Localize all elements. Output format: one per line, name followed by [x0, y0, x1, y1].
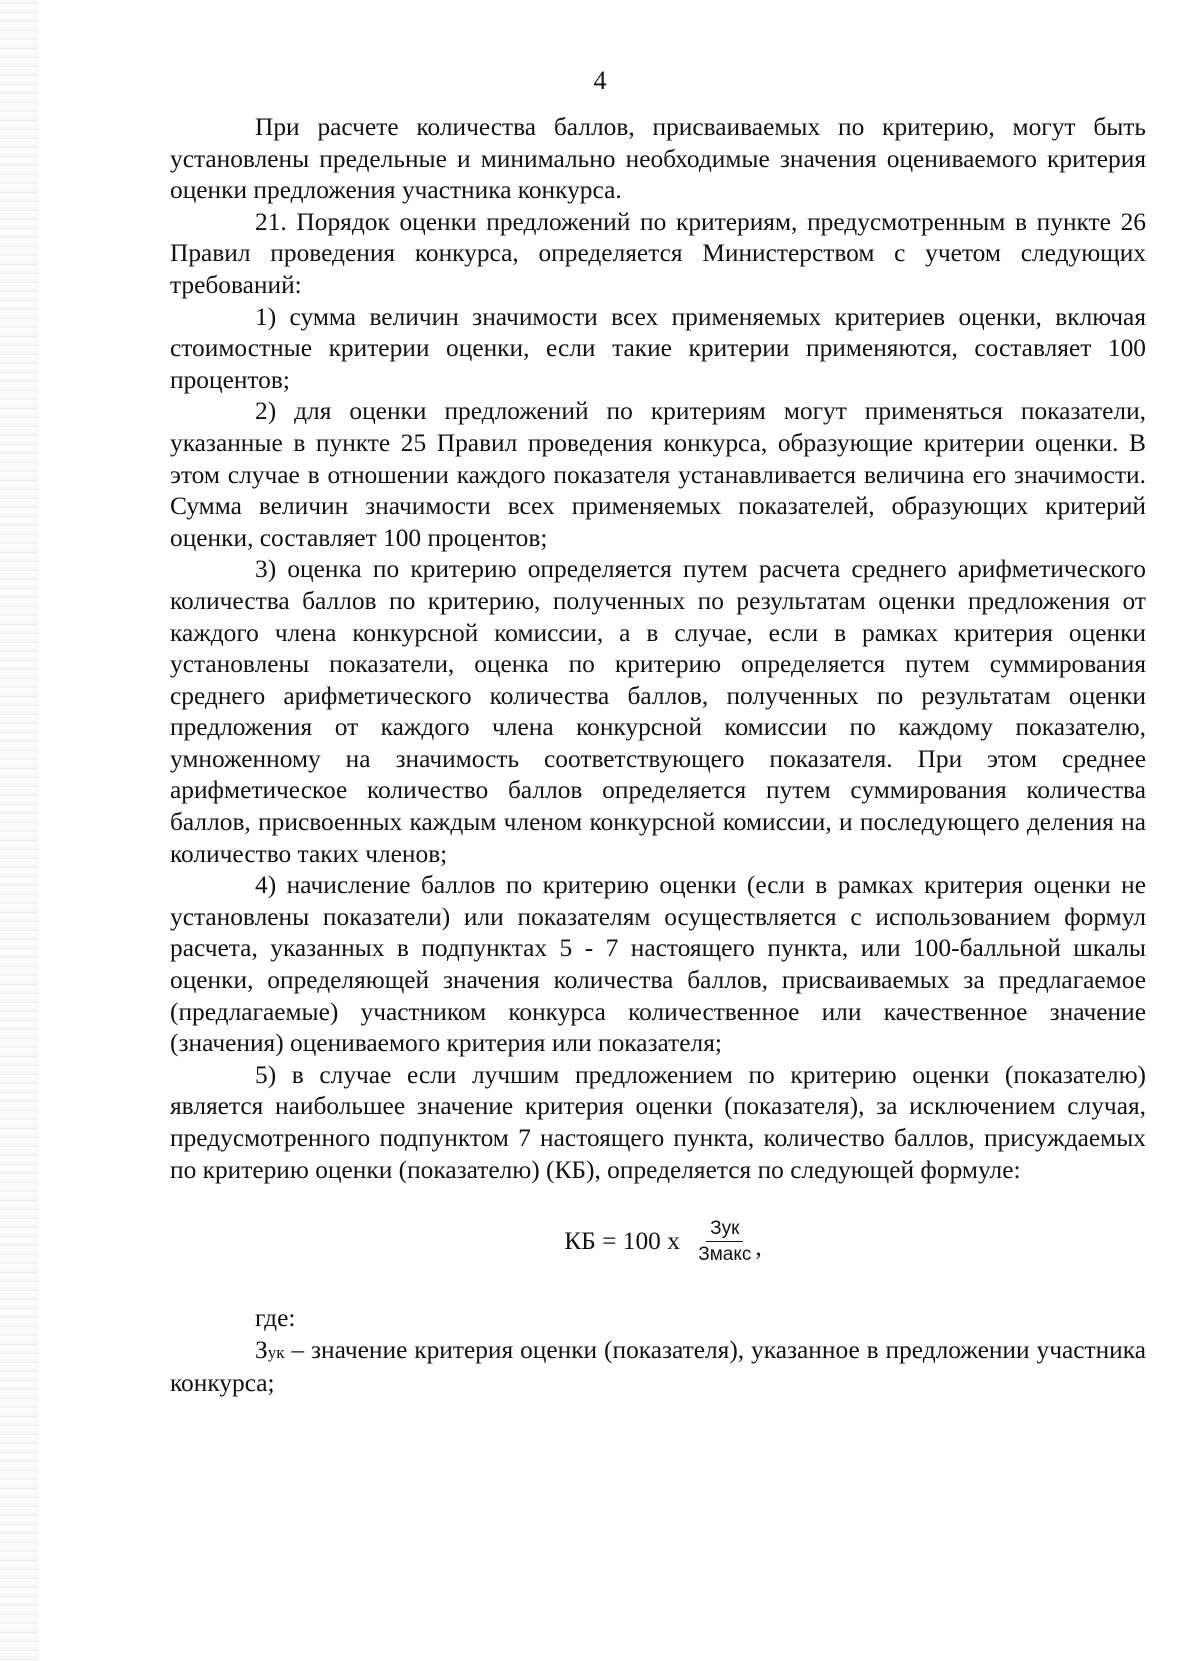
- paragraph-2: 21. Порядок оценки предложений по критериям, предусмотренным в пункте 26 Правил проведения конкурса, определяется Министерством с учетом следующих требований:: [170, 207, 1146, 299]
- formula: [564, 1218, 762, 1265]
- formula-fraction: [694, 1218, 755, 1265]
- definition-zuk: [170, 1335, 1146, 1400]
- paragraph-4: 2) для оценки предложений по критериям могут применяться показатели, указанные в пункте 25 Правил проведения конкурса, образующие критерии оценки. В этом случае в отношении каждого показателя устанавливается величина его значимости. Сумма величин значимости всех применяемых показателей, образующих критерий оценки, составляет 100 процентов;: [170, 397, 1146, 552]
- definition-subscript: ук: [267, 1342, 285, 1362]
- definition-symbol: З: [255, 1335, 268, 1364]
- formula-lhs: КБ = 100 х: [564, 1226, 687, 1255]
- formula-block: [170, 1218, 1146, 1265]
- page-number: 4: [593, 66, 607, 95]
- paragraph-7: 5) в случае если лучшим предложением по критерию оценки (показателю) является наибольшее значение критерия оценки (показателя), за исключением случая, предусмотренного подпунктом 7 настоящего пункта, количество баллов, присуждаемых по критерию оценки (показателю) (КБ), определяется по следующей формуле:: [170, 1060, 1146, 1184]
- paragraph-3: 1) сумма величин значимости всех применяемых критериев оценки, включая стоимостные критерии оценки, если такие критерии применяются, составляет 100 процентов;: [170, 302, 1146, 394]
- definition-text: – значение критерия оценки (показателя), указанное в предложении участника конкурса;: [170, 1335, 1146, 1398]
- where-label: где:: [255, 1304, 296, 1333]
- document-body: [170, 112, 1146, 1400]
- paragraph-1: При расчете количества баллов, присваиваемых по критерию, могут быть установлены предельные и минимально необходимые значения оцениваемого критерия оценки предложения участника конкурса.: [170, 113, 1146, 205]
- paragraph-6: 4) начисление баллов по критерию оценки (если в рамках критерия оценки не установлены показатели) или показателям осуществляется с использованием формул расчета, указанных в подпунктах 5 - 7 настоящего пункта, или 100-балльной шкалы оценки, определяющей значения количества баллов, присваиваемых за предлагаемое (предлагаемые) участником конкурса количественное или качественное значение (значения) оцениваемого критерия или показателя;: [170, 871, 1146, 1058]
- paragraph-5: 3) оценка по критерию определяется путем расчета среднего арифметического количества баллов по критерию, полученных по результатам оценки предложения от каждого члена конкурсной комиссии, а в случае, если в рамках критерия оценки установлены показатели, оценка по критерию определяется путем суммирования среднего арифметического количества баллов, полученных по результатам оценки предложения от каждого члена конкурсной комиссии по каждому показателю, умноженному на значимость соответствующего показателя. При этом среднее арифметическое количество баллов определяется путем суммирования количества баллов, присвоенных каждым членом конкурсной комиссии, и последующего деления на количество таких членов;: [170, 555, 1146, 868]
- formula-numerator: Зук: [706, 1218, 743, 1242]
- formula-tail: ,: [755, 1232, 762, 1261]
- scan-edge: [0, 0, 38, 1661]
- formula-denominator: Змакс: [698, 1244, 752, 1266]
